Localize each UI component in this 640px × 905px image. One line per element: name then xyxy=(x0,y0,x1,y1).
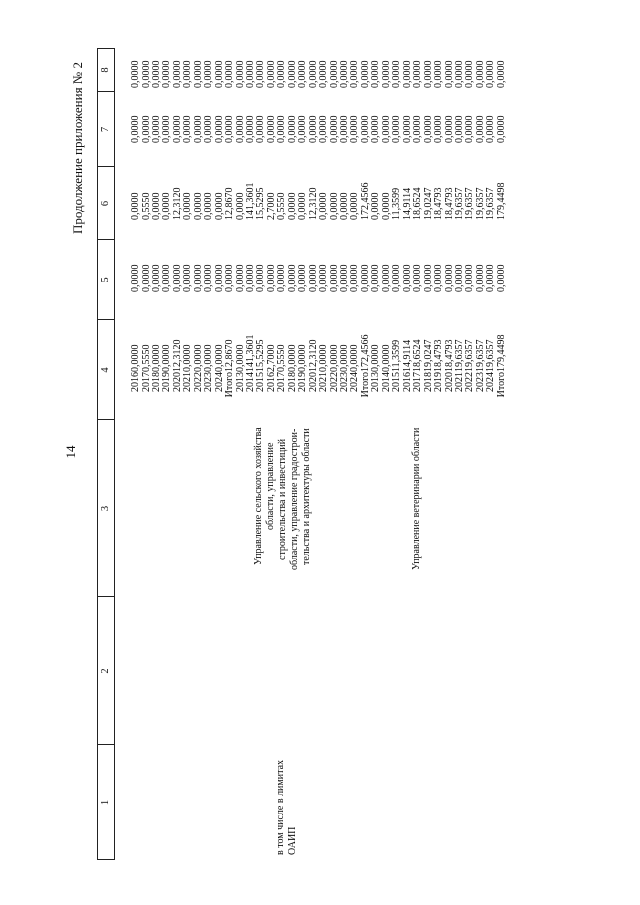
year-cell: 2017 xyxy=(140,372,152,392)
value-cell-col8: 0,0000 xyxy=(474,60,486,88)
value-cell-col8: 0,0000 xyxy=(234,60,246,88)
value-cell-col7: 0,0000 xyxy=(485,115,497,143)
year-cell: 2019 xyxy=(297,372,309,392)
value-cell-col6: 0,0000 xyxy=(318,192,330,220)
value-cell-col8: 0,0000 xyxy=(203,60,215,88)
value-cell-col8: 0,0000 xyxy=(443,60,455,88)
value-cell-col7: 0,0000 xyxy=(495,115,507,143)
year-cell: 2018 xyxy=(150,372,162,392)
value-cell-col6: 0,0000 xyxy=(297,192,309,220)
value-cell-col4: 141,3601 xyxy=(244,334,256,372)
value-cell-col8: 0,0000 xyxy=(422,60,434,88)
value-cell-col8: 0,0000 xyxy=(318,60,330,88)
value-cell-col7: 0,0000 xyxy=(339,115,350,143)
year-cell: 2019 xyxy=(161,372,173,392)
year-cell: 2016 xyxy=(265,372,277,392)
dept1-label-line-4: области, управление градострои- xyxy=(289,428,300,570)
value-cell-col4: 19,6357 xyxy=(453,339,465,372)
value-cell-col4: 19,6357 xyxy=(485,339,497,372)
column-header-8: 8 xyxy=(100,67,111,73)
value-cell-col4: 0,0000 xyxy=(161,344,173,372)
value-cell-col6: 0,0000 xyxy=(150,192,162,220)
value-cell-col6: 18,6524 xyxy=(412,187,424,220)
page-number: 14 xyxy=(63,445,78,459)
value-cell-col7: 0,0000 xyxy=(474,115,486,143)
value-cell-col4: 0,0000 xyxy=(192,344,204,372)
value-cell-col5: 0,0000 xyxy=(328,264,340,292)
value-cell-col7: 0,0000 xyxy=(171,115,183,143)
value-cell-col7: 0,0000 xyxy=(453,115,465,143)
value-cell-col8: 0,0000 xyxy=(265,60,277,88)
value-cell-col8: 0,0000 xyxy=(307,60,319,88)
value-cell-col6: 172,4566 xyxy=(359,182,371,220)
value-cell-col4: 2,7000 xyxy=(265,344,277,372)
document-heading: Продолжение приложения № 2 xyxy=(70,62,85,234)
value-cell-col7: 0,0000 xyxy=(213,115,225,143)
value-cell-col7: 0,0000 xyxy=(349,115,361,143)
value-cell-col7: 0,0000 xyxy=(412,115,424,143)
value-cell-col4: 0,0000 xyxy=(339,344,350,372)
value-cell-col7: 0,0000 xyxy=(140,115,152,143)
value-cell-col5: 0,0000 xyxy=(297,264,309,292)
value-cell-col6: 0,0000 xyxy=(286,192,298,220)
value-cell-col6: 0,0000 xyxy=(192,192,204,220)
value-cell-col5: 0,0000 xyxy=(161,264,173,292)
column-header-2: 2 xyxy=(100,668,111,674)
value-cell-col7: 0,0000 xyxy=(464,115,476,143)
value-cell-col8: 0,0000 xyxy=(192,60,204,88)
rotated-table xyxy=(97,48,597,860)
year-cell: 2018 xyxy=(286,372,298,392)
year-cell: Итого xyxy=(359,372,371,398)
value-cell-col6: 0,0000 xyxy=(234,192,246,220)
value-cell-col5: 0,0000 xyxy=(150,264,162,292)
column-1-label-line-2: ОАИП xyxy=(287,826,298,855)
value-cell-col5: 0,0000 xyxy=(318,264,330,292)
value-cell-col4: 0,5550 xyxy=(276,344,288,372)
value-cell-col8: 0,0000 xyxy=(370,60,382,88)
value-cell-col6: 15,5295 xyxy=(255,187,267,220)
value-cell-col5: 0,0000 xyxy=(453,264,465,292)
value-cell-col5: 0,0000 xyxy=(370,264,382,292)
value-cell-col5: 0,0000 xyxy=(140,264,152,292)
value-cell-col6: 14,9114 xyxy=(401,187,413,220)
value-cell-col7: 0,0000 xyxy=(234,115,246,143)
value-cell-col8: 0,0000 xyxy=(140,60,152,88)
value-cell-col8: 0,0000 xyxy=(433,60,444,88)
value-cell-col6: 19,6357 xyxy=(474,187,486,220)
column-header-1: 1 xyxy=(100,799,111,806)
value-cell-col4: 0,0000 xyxy=(349,344,361,372)
value-cell-col7: 0,0000 xyxy=(224,115,236,143)
value-cell-col6: 0,0000 xyxy=(203,192,215,220)
year-cell: 2024 xyxy=(213,372,225,392)
value-cell-col5: 0,0000 xyxy=(339,264,350,292)
value-cell-col8: 0,0000 xyxy=(171,60,183,88)
value-cell-col5: 0,0000 xyxy=(380,264,392,292)
column-header-6: 6 xyxy=(100,200,111,207)
year-cell: 2015 xyxy=(391,372,403,392)
value-cell-col4: 0,0000 xyxy=(286,344,298,372)
value-cell-col5: 0,0000 xyxy=(234,264,246,292)
value-cell-col8: 0,0000 xyxy=(464,60,476,88)
value-cell-col6: 18,4793 xyxy=(433,187,444,220)
value-cell-col7: 0,0000 xyxy=(265,115,277,143)
value-cell-col6: 0,0000 xyxy=(182,192,194,220)
value-cell-col4: 18,6524 xyxy=(412,339,424,372)
value-cell-col8: 0,0000 xyxy=(485,60,497,88)
value-cell-col4: 0,5550 xyxy=(140,344,152,372)
value-cell-col7: 0,0000 xyxy=(130,115,141,143)
year-cell: 2023 xyxy=(339,372,350,392)
value-cell-col4: 0,0000 xyxy=(234,344,246,372)
value-cell-col6: 0,5550 xyxy=(140,192,152,220)
value-cell-col6: 141,3601 xyxy=(244,182,256,220)
value-cell-col8: 0,0000 xyxy=(359,60,371,88)
value-cell-col5: 0,0000 xyxy=(485,264,497,292)
value-cell-col8: 0,0000 xyxy=(244,60,256,88)
value-cell-col4: 19,0247 xyxy=(422,339,434,372)
value-cell-col4: 11,3599 xyxy=(391,339,403,372)
value-cell-col6: 19,6357 xyxy=(464,187,476,220)
column-1-label-line-1: в том числе в лимитах xyxy=(275,759,286,855)
value-cell-col6: 179,4498 xyxy=(495,182,507,220)
value-cell-col5: 0,0000 xyxy=(130,264,141,292)
value-cell-col8: 0,0000 xyxy=(224,60,236,88)
year-cell: 2022 xyxy=(464,372,476,392)
value-cell-col7: 0,0000 xyxy=(433,115,444,143)
column-header-7: 7 xyxy=(100,126,111,133)
value-cell-col5: 0,0000 xyxy=(265,264,277,292)
value-cell-col8: 0,0000 xyxy=(412,60,424,88)
year-cell: 2023 xyxy=(474,372,486,392)
value-cell-col7: 0,0000 xyxy=(192,115,204,143)
value-cell-col7: 0,0000 xyxy=(391,115,403,143)
value-cell-col8: 0,0000 xyxy=(213,60,225,88)
value-cell-col6: 0,0000 xyxy=(380,192,392,220)
year-cell: 2018 xyxy=(422,372,434,392)
value-cell-col7: 0,0000 xyxy=(328,115,340,143)
value-cell-col5: 0,0000 xyxy=(192,264,204,292)
year-cell: 2024 xyxy=(349,372,361,392)
value-cell-col5: 0,0000 xyxy=(474,264,486,292)
dept1-label-line-1: Управление сельского хозяйства xyxy=(253,427,264,565)
value-cell-col7: 0,0000 xyxy=(150,115,162,143)
value-cell-col5: 0,0000 xyxy=(276,264,288,292)
value-cell-col6: 0,5550 xyxy=(276,192,288,220)
value-cell-col6: 18,4793 xyxy=(443,187,455,220)
year-cell: 2024 xyxy=(485,372,497,392)
value-cell-col4: 172,4566 xyxy=(359,334,371,372)
value-cell-col6: 12,3120 xyxy=(171,187,183,220)
value-cell-col7: 0,0000 xyxy=(401,115,413,143)
value-cell-col4: 12,3120 xyxy=(171,339,183,372)
value-cell-col6: 0,0000 xyxy=(130,192,141,220)
value-cell-col4: 12,3120 xyxy=(307,339,319,372)
value-cell-col5: 0,0000 xyxy=(359,264,371,292)
value-cell-col7: 0,0000 xyxy=(380,115,392,143)
value-cell-col4: 0,0000 xyxy=(318,344,330,372)
value-cell-col7: 0,0000 xyxy=(307,115,319,143)
dept2-label: Управление ветеринарии области xyxy=(411,427,422,570)
value-cell-col5: 0,0000 xyxy=(171,264,183,292)
year-cell: 2013 xyxy=(234,372,246,392)
value-cell-col5: 0,0000 xyxy=(203,264,215,292)
year-cell: 2013 xyxy=(370,372,382,392)
year-cell: 2023 xyxy=(203,372,215,392)
year-cell: 2021 xyxy=(453,372,465,392)
value-cell-col5: 0,0000 xyxy=(244,264,256,292)
value-cell-col8: 0,0000 xyxy=(130,60,141,88)
year-cell: Итого xyxy=(495,372,507,398)
value-cell-col8: 0,0000 xyxy=(286,60,298,88)
value-cell-col8: 0,0000 xyxy=(161,60,173,88)
value-cell-col5: 0,0000 xyxy=(391,264,403,292)
year-cell: 2017 xyxy=(412,372,424,392)
value-cell-col6: 0,0000 xyxy=(370,192,382,220)
dept1-label-line-3: строительства и инвестиций xyxy=(277,438,288,560)
value-cell-col6: 0,0000 xyxy=(328,192,340,220)
column-header-3: 3 xyxy=(100,505,111,512)
value-cell-col7: 0,0000 xyxy=(182,115,194,143)
value-cell-col6: 0,0000 xyxy=(161,192,173,220)
value-cell-col6: 19,0247 xyxy=(422,187,434,220)
value-cell-col6: 12,3120 xyxy=(307,187,319,220)
value-cell-col4: 0,0000 xyxy=(297,344,309,372)
value-cell-col7: 0,0000 xyxy=(359,115,371,143)
value-cell-col7: 0,0000 xyxy=(422,115,434,143)
value-cell-col4: 18,4793 xyxy=(443,339,455,372)
year-cell: 2022 xyxy=(328,372,340,392)
value-cell-col5: 0,0000 xyxy=(433,264,444,292)
value-cell-col7: 0,0000 xyxy=(297,115,309,143)
year-cell: 2020 xyxy=(171,372,183,392)
value-cell-col5: 0,0000 xyxy=(213,264,225,292)
value-cell-col5: 0,0000 xyxy=(255,264,267,292)
value-cell-col5: 0,0000 xyxy=(307,264,319,292)
value-cell-col7: 0,0000 xyxy=(370,115,382,143)
value-cell-col4: 15,5295 xyxy=(255,339,267,372)
year-cell: 2017 xyxy=(276,372,288,392)
value-cell-col4: 0,0000 xyxy=(370,344,382,372)
value-cell-col5: 0,0000 xyxy=(224,264,236,292)
value-cell-col5: 0,0000 xyxy=(443,264,455,292)
value-cell-col7: 0,0000 xyxy=(244,115,256,143)
value-cell-col5: 0,0000 xyxy=(286,264,298,292)
value-cell-col7: 0,0000 xyxy=(443,115,455,143)
value-cell-col5: 0,0000 xyxy=(349,264,361,292)
value-cell-col8: 0,0000 xyxy=(255,60,267,88)
value-cell-col4: 19,6357 xyxy=(464,339,476,372)
value-cell-col8: 0,0000 xyxy=(401,60,413,88)
value-cell-col8: 0,0000 xyxy=(495,60,507,88)
value-cell-col5: 0,0000 xyxy=(464,264,476,292)
value-cell-col7: 0,0000 xyxy=(161,115,173,143)
value-cell-col7: 0,0000 xyxy=(286,115,298,143)
value-cell-col8: 0,0000 xyxy=(380,60,392,88)
value-cell-col6: 11,3599 xyxy=(391,187,403,220)
value-cell-col6: 0,0000 xyxy=(213,192,225,220)
column-header-4: 4 xyxy=(100,367,111,373)
value-cell-col4: 0,0000 xyxy=(150,344,162,372)
value-cell-col5: 0,0000 xyxy=(182,264,194,292)
value-cell-col4: 179,4498 xyxy=(495,334,507,372)
value-cell-col6: 19,6357 xyxy=(485,187,497,220)
year-cell: 2020 xyxy=(443,372,455,392)
value-cell-col4: 0,0000 xyxy=(380,344,392,372)
value-cell-col7: 0,0000 xyxy=(203,115,215,143)
value-cell-col4: 0,0000 xyxy=(203,344,215,372)
year-cell: 2020 xyxy=(307,372,319,392)
value-cell-col5: 0,0000 xyxy=(495,264,507,292)
value-cell-col4: 18,4793 xyxy=(433,339,444,372)
value-cell-col8: 0,0000 xyxy=(453,60,465,88)
year-cell: 2021 xyxy=(182,372,194,392)
value-cell-col6: 2,7000 xyxy=(265,192,277,220)
year-cell: 2019 xyxy=(433,372,444,392)
column-header-5: 5 xyxy=(100,277,111,283)
value-cell-col8: 0,0000 xyxy=(182,60,194,88)
year-cell: 2015 xyxy=(255,372,267,392)
value-cell-col5: 0,0000 xyxy=(422,264,434,292)
value-cell-col8: 0,0000 xyxy=(339,60,350,88)
value-cell-col6: 12,8670 xyxy=(224,187,236,220)
value-cell-col8: 0,0000 xyxy=(349,60,361,88)
value-cell-col4: 0,0000 xyxy=(328,344,340,372)
year-cell: 2014 xyxy=(380,372,392,392)
year-cell: 2016 xyxy=(130,372,141,392)
dept1-label-line-5: тельства и архитектуры области xyxy=(301,428,312,565)
value-cell-col8: 0,0000 xyxy=(276,60,288,88)
value-cell-col7: 0,0000 xyxy=(318,115,330,143)
year-cell: 2016 xyxy=(401,372,413,392)
value-cell-col8: 0,0000 xyxy=(391,60,403,88)
dept1-label-line-2: области, управление xyxy=(265,442,276,530)
value-cell-col5: 0,0000 xyxy=(401,264,413,292)
value-cell-col6: 19,6357 xyxy=(453,187,465,220)
header-top-border xyxy=(97,48,98,860)
value-cell-col8: 0,0000 xyxy=(297,60,309,88)
year-cell: 2021 xyxy=(318,372,330,392)
value-cell-col4: 14,9114 xyxy=(401,339,413,372)
year-cell: 2014 xyxy=(244,372,256,392)
value-cell-col5: 0,0000 xyxy=(412,264,424,292)
value-cell-col4: 0,0000 xyxy=(182,344,194,372)
value-cell-col4: 0,0000 xyxy=(213,344,225,372)
value-cell-col6: 0,0000 xyxy=(349,192,361,220)
value-cell-col4: 12,8670 xyxy=(224,339,236,372)
value-cell-col6: 0,0000 xyxy=(339,192,350,220)
year-cell: Итого xyxy=(224,372,236,398)
value-cell-col4: 0,0000 xyxy=(130,344,141,372)
value-cell-col7: 0,0000 xyxy=(255,115,267,143)
value-cell-col4: 19,6357 xyxy=(474,339,486,372)
value-cell-col8: 0,0000 xyxy=(328,60,340,88)
header-bottom-border xyxy=(114,48,115,860)
value-cell-col8: 0,0000 xyxy=(150,60,162,88)
year-cell: 2022 xyxy=(192,372,204,392)
value-cell-col7: 0,0000 xyxy=(276,115,288,143)
